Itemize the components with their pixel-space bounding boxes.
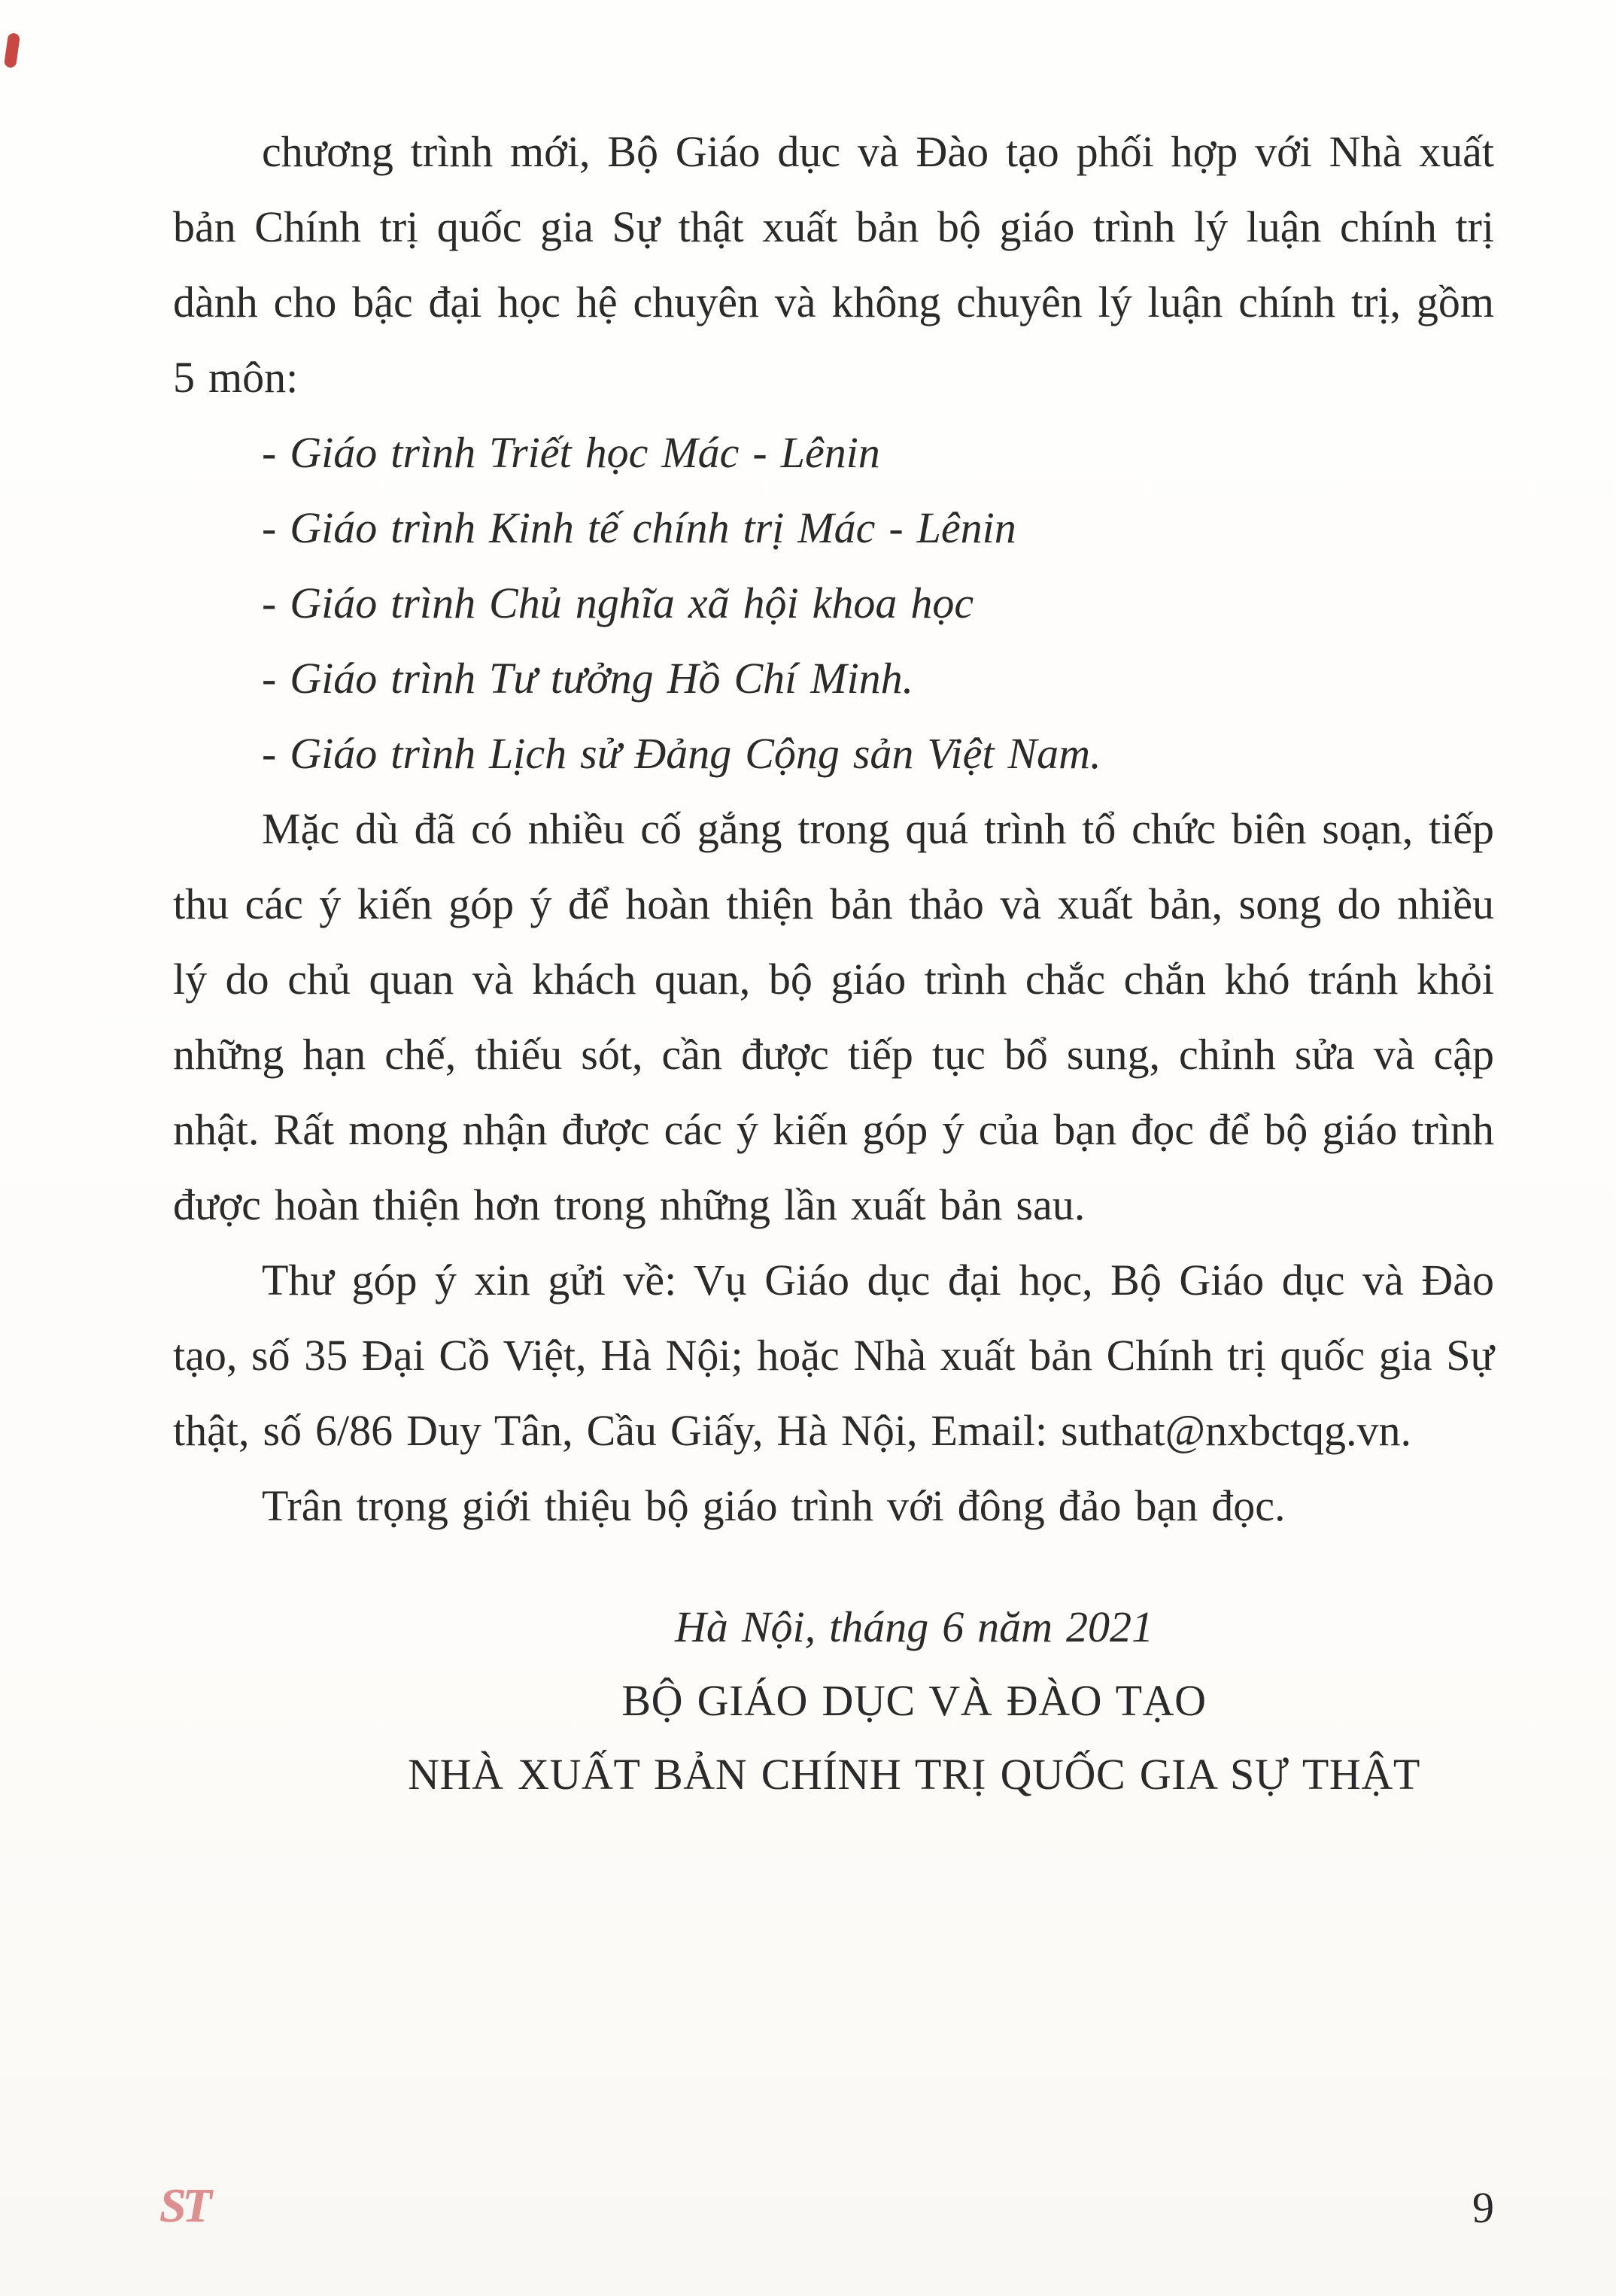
- signoff-block: [173, 1590, 1494, 1812]
- list-item: - Giáo trình Kinh tế chính trị Mác - Lênin: [262, 503, 1016, 552]
- list-item: - Giáo trình Chủ nghĩa xã hội khoa học: [262, 579, 974, 627]
- signature-publisher: NHÀ XUẤT BẢN CHÍNH TRỊ QUỐC GIA SỰ THẬT: [408, 1750, 1420, 1799]
- textbook-list: [173, 415, 1494, 791]
- page-number: 9: [1472, 2183, 1494, 2232]
- red-corner-mark: [4, 32, 20, 68]
- list-item: - Giáo trình Tư tưởng Hồ Chí Minh.: [262, 654, 914, 703]
- body-paragraph-4: Trân trọng giới thiệu bộ giáo trình với đông đảo bạn đọc.: [262, 1481, 1286, 1530]
- signature-ministry: BỘ GIÁO DỤC VÀ ĐÀO TẠO: [621, 1676, 1207, 1725]
- body-paragraph-2: Mặc dù đã có nhiều cố gắng trong quá trình tổ chức biên soạn, tiếp thu các ý kiến góp ý để hoàn thiện bản thảo và xuất bản, song do nhiều lý do chủ quan và khách quan, bộ giáo trình chắc chắn khó tránh khỏi những hạn chế, thiếu sót, cần được tiếp tục bổ sung, chỉnh sửa và cập nhật. Rất mong nhận được các ý kiến góp ý của bạn đọc để bộ giáo trình được hoàn thiện hơn trong những lần xuất bản sau.: [173, 804, 1494, 1229]
- body-paragraph-1: chương trình mới, Bộ Giáo dục và Đào tạo phối hợp với Nhà xuất bản Chính trị quốc gia Sự thật xuất bản bộ giáo trình lý luận chính trị dành cho bậc đại học hệ chuyên và không chuyên lý luận chính trị, gồm 5 môn:: [173, 127, 1494, 402]
- page-text-block: [173, 114, 1494, 1812]
- publisher-logo-icon: ST: [159, 2179, 208, 2232]
- list-item: - Giáo trình Triết học Mác - Lênin: [262, 428, 880, 477]
- body-paragraph-3: Thư góp ý xin gửi về: Vụ Giáo dục đại học, Bộ Giáo dục và Đào tạo, số 35 Đại Cồ Việt, Hà Nội; hoặc Nhà xuất bản Chính trị quốc gia Sự thật, số 6/86 Duy Tân, Cầu Giấy, Hà Nội, Email: suthat@nxbctqg.vn.: [173, 1256, 1494, 1455]
- page-footer: [159, 2161, 1494, 2230]
- list-item: - Giáo trình Lịch sử Đảng Cộng sản Việt Nam.: [262, 729, 1101, 778]
- dateline: Hà Nội, tháng 6 năm 2021: [674, 1602, 1154, 1651]
